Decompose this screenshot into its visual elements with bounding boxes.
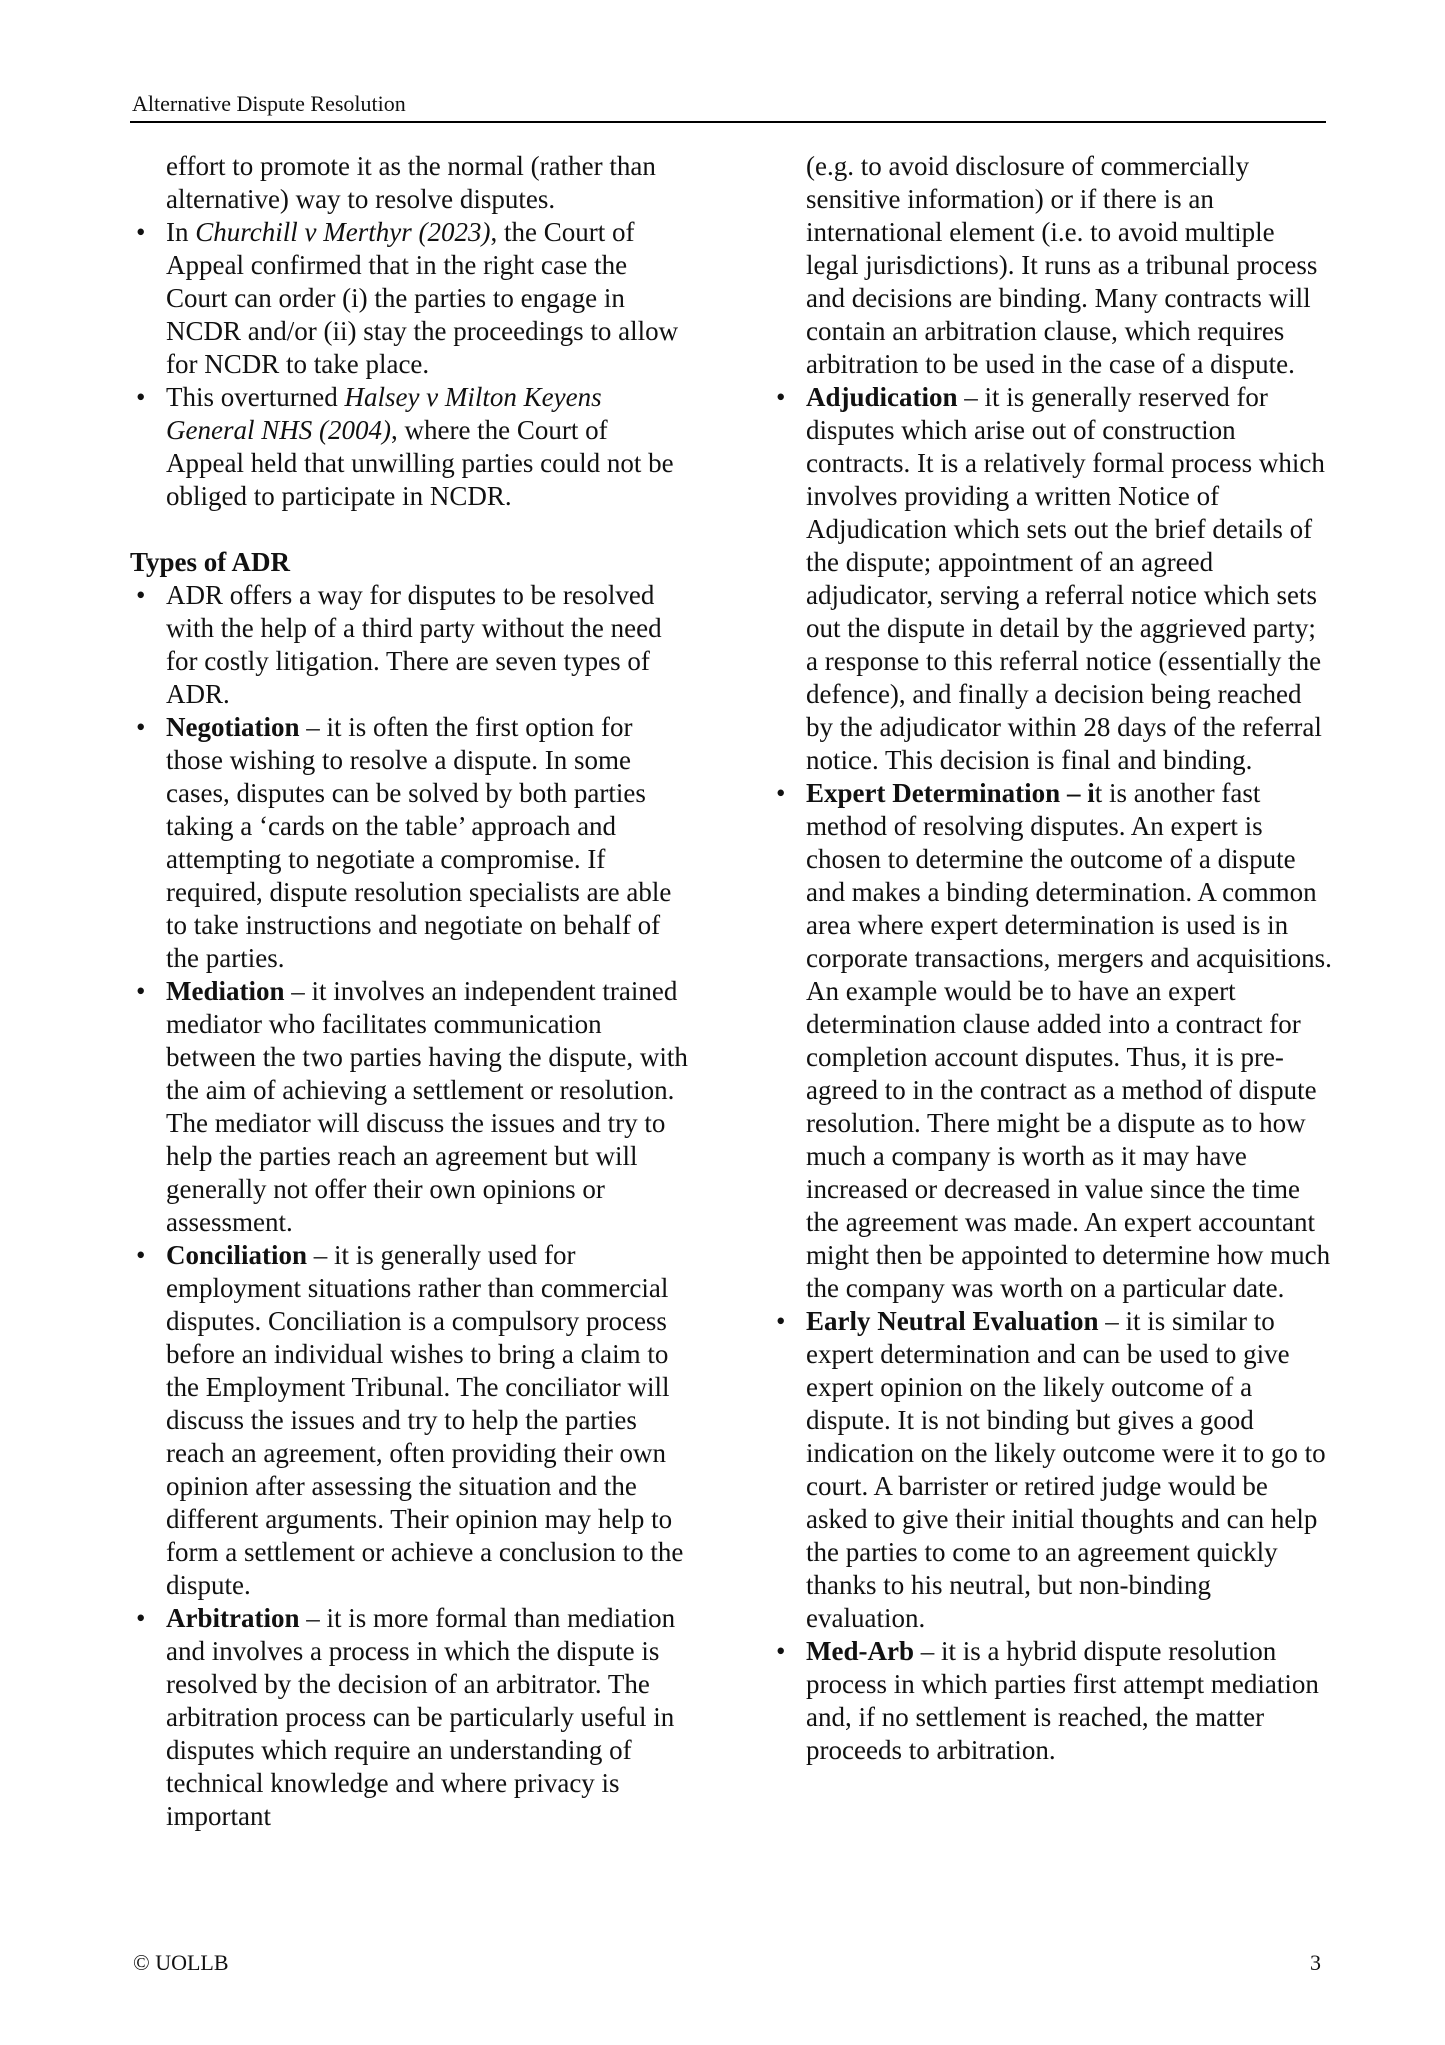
list-item: • Expert Determination – it is another fast method of resolving disputes. An expert is chosen to determine the outcome of a dispute and makes a binding determination. A common area where expert determination is used is in corporate transactions, mergers and acquisitions. An example would be to have an expert determination clause added into a contract for completion account disputes. Thus, it is pre-agreed to in the contract as a method of dispute resolution. There might be a dispute as to how much a company is worth as it may have increased or decreased in value since the time the agreement was made. An expert accountant might then be appointed to determine how much the company was worth on a particular date. [776,778,1332,1303]
list-item: • Arbitration – it is more formal than mediation and involves a process in which the dispute is resolved by the decision of an arbitrator. The arbitration process can be particularly useful in disputes which require an understanding of technical knowledge and where privacy is important [136,1603,676,1831]
bullet-icon: • [776,1636,786,1666]
term-label: Early Neutral Evaluation [806,1306,1099,1336]
term-label: Arbitration [166,1603,300,1633]
case-citation: Halsey v Milton Keyens General NHS (2004) [166,382,602,445]
case-citation: Churchill v Merthyr (2023) [195,217,491,247]
list-item: • ADR offers a way for disputes to be resolved with the help of a third party without the need for costly litigation. There are seven types of ADR. [136,580,662,709]
bullet-icon: • [136,1603,146,1633]
bullet-icon: • [776,778,786,808]
copyright-footer: © UOLLB [133,1950,229,1975]
bullet-icon: • [776,1306,786,1336]
list-item: • Conciliation – it is generally used for employment situations rather than commercial disputes. Conciliation is a compulsory process before an individual wishes to bring a claim to the Employment Tribunal. The conciliator will discuss the issues and try to help the parties reach an agreement, often providing their own opinion after assessing the situation and the different arguments. Their opinion may help to form a settlement or achieve a conclusion to the dispute. [136,1240,684,1600]
page-number: 3 [1310,1950,1321,1975]
list-item: • This overturned Halsey v Milton Keyens General NHS (2004), where the Court of Appeal held that unwilling parties could not be obliged to participate in NCDR. [136,382,674,511]
continuation-text: (e.g. to avoid disclosure of commercially sensitive information) or if there is an international element (i.e. to avoid multiple legal jurisdictions). It runs as a tribunal process and decisions are binding. Many contracts will contain an arbitration clause, which requires arbitration to be used in the case of a dispute. [806,151,1318,379]
adr-types-list-continued [770,381,1332,1767]
bullet-icon: • [136,382,146,412]
header-title: Alternative Dispute Resolution [132,91,406,116]
term-label: Mediation [166,976,285,1006]
list-item: • Negotiation – it is often the first option for those wishing to resolve a dispute. In some cases, disputes can be solved by both parties taking a ‘cards on the table’ approach and attempting to negotiate a compromise. If required, dispute resolution specialists are able to take instructions and negotiate on behalf of the parties. [136,712,672,973]
bullet-icon: • [136,976,146,1006]
continuation-text: effort to promote it as the normal (rather than alternative) way to resolve disputes. [166,151,656,214]
term-label: Adjudication [806,382,958,412]
section-heading: Types of ADR [130,547,291,577]
term-label: Conciliation [166,1240,308,1270]
term-label: Expert Determination – i [806,778,1095,808]
bullet-icon: • [136,712,146,742]
bullet-icon: • [136,580,146,610]
list-item: • Early Neutral Evaluation – it is similar to expert determination and can be used to give expert opinion on the likely outcome of a dispute. It is not binding but gives a good indication on the likely outcome were it to go to court. A barrister or retired judge would be asked to give their initial thoughts and can help the parties to come to an agreement quickly thanks to his neutral, but non-binding evaluation. [776,1306,1326,1633]
list-item: • Med-Arb – it is a hybrid dispute resolution process in which parties first attempt mediation and, if no settlement is reached, the matter proceeds to arbitration. [776,1636,1319,1765]
bullet-icon: • [136,1240,146,1270]
bullet-icon: • [136,217,146,247]
term-label: Negotiation [166,712,300,742]
running-header [130,88,1326,123]
term-label: Med-Arb [806,1636,914,1666]
right-column [770,150,1332,1767]
list-item: • Adjudication – it is generally reserved for disputes which arise out of construction contracts. It is a relatively formal process which involves providing a written Notice of Adjudication which sets out the brief details of the dispute; appointment of an agreed adjudicator, serving a referral notice which sets out the dispute in detail by the aggrieved party; a response to this referral notice (essentially the defence), and finally a decision being reached by the adjudicator within 28 days of the referral notice. This decision is final and binding. [776,382,1325,775]
bullet-icon: • [776,382,786,412]
list-item: • Mediation – it involves an independent trained mediator who facilitates communication between the two parties having the dispute, with the aim of achieving a settlement or resolution. The mediator will discuss the issues and try to help the parties reach an agreement but will generally not offer their own opinions or assessment. [136,976,688,1237]
left-column [130,150,690,1833]
case-bullet-list [130,216,690,513]
adr-types-list [130,579,690,1833]
list-item: • In Churchill v Merthyr (2023), the Court of Appeal confirmed that in the right case the Court can order (i) the parties to engage in NCDR and/or (ii) stay the proceedings to allow for NCDR to take place. [136,217,679,379]
